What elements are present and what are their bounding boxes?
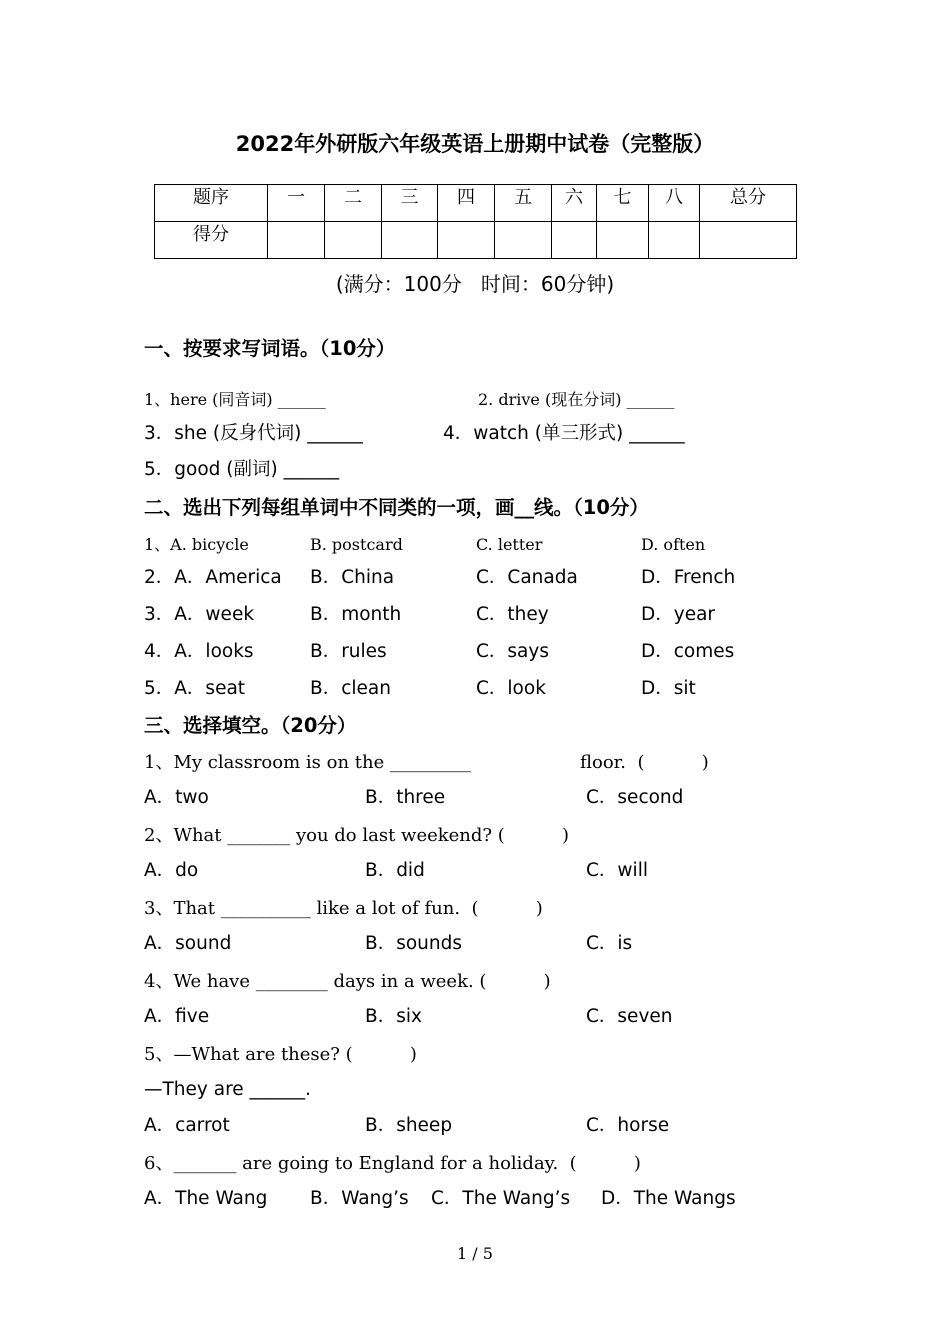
section3-q6-option-a: A．The Wang — [144, 1188, 268, 1209]
section2-q2-d: D．French — [641, 567, 736, 588]
section3-q5-stem: 5、—What are these? ( ) — [144, 1044, 417, 1065]
header-cell: 八 — [649, 185, 700, 222]
section3-q6-option-c: C．The Wang’s — [431, 1188, 571, 1209]
section2-q3-c: C．they — [476, 604, 549, 625]
section3-q6-option-d: D．The Wangs — [601, 1188, 736, 1209]
section3-q1-tail: floor. ( ) — [580, 752, 709, 773]
section2-q5-a: 5．A．seat — [144, 678, 246, 699]
score-cell[interactable] — [495, 222, 552, 259]
section3-q4-option-b: B．six — [365, 1006, 422, 1027]
section3-q4-option-c: C．seven — [586, 1006, 673, 1027]
section1-q5: 5．good (副词) ______ — [144, 459, 340, 480]
header-cell: 总分 — [700, 185, 797, 222]
section2-q5-b: B．clean — [310, 678, 391, 699]
section3-q6-option-b: B．Wang’s — [310, 1188, 409, 1209]
section3-q5-option-b: B．sheep — [365, 1115, 453, 1136]
section1-q1: 1、here (同音词) ______ — [144, 390, 326, 409]
header-cell: 一 — [268, 185, 325, 222]
score-cell[interactable] — [382, 222, 438, 259]
header-cell: 五 — [495, 185, 552, 222]
score-table-header-row — [155, 185, 797, 222]
score-cell[interactable] — [552, 222, 597, 259]
section3-q2-option-c: C．will — [586, 860, 648, 881]
score-table — [154, 184, 797, 259]
page-title: 2022年外研版六年级英语上册期中试卷（完整版） — [235, 132, 715, 156]
header-cell: 六 — [552, 185, 597, 222]
section1-heading: 一、按要求写词语。（10分） — [144, 337, 396, 360]
score-cell[interactable] — [649, 222, 700, 259]
section3-q2-option-a: A．do — [144, 860, 199, 881]
section3-q3-option-b: B．sounds — [365, 933, 462, 954]
section3-q2-stem: 2、What _______ you do last weekend? ( ) — [144, 825, 570, 846]
section2-q4-c: C．says — [476, 641, 549, 662]
section3-q1-option-c: C．second — [586, 787, 684, 808]
score-cell[interactable] — [325, 222, 382, 259]
section3-q5-line2: —They are ______. — [144, 1079, 311, 1100]
section3-q1-stem: 1、My classroom is on the _________ — [144, 752, 471, 773]
page-number: 1 / 5 — [457, 1244, 493, 1263]
section2-q3-a: 3．A．week — [144, 604, 255, 625]
exam-info: (满分：100分 时间：60分钟) — [335, 272, 615, 296]
section3-q3-option-c: C．is — [586, 933, 633, 954]
score-cell[interactable] — [597, 222, 649, 259]
section3-q6-stem: 6、_______ are going to England for a holiday. ( ) — [144, 1153, 641, 1174]
section3-q4-stem: 4、We have ________ days in a week. ( ) — [144, 971, 551, 992]
score-row-label: 得分 — [155, 222, 268, 259]
section2-q5-c: C．look — [476, 678, 546, 699]
score-cell[interactable] — [268, 222, 325, 259]
header-cell: 题序 — [155, 185, 268, 222]
section2-q2-b: B．China — [310, 567, 395, 588]
section2-q3-d: D．year — [641, 604, 716, 625]
section2-q4-d: D．comes — [641, 641, 735, 662]
score-cell[interactable] — [438, 222, 495, 259]
score-cell[interactable] — [700, 222, 797, 259]
section2-q1-d: D. often — [641, 535, 706, 554]
section2-q1-c: C. letter — [476, 535, 543, 554]
score-table-score-row — [155, 222, 797, 259]
header-cell: 七 — [597, 185, 649, 222]
section3-q1-option-a: A．two — [144, 787, 209, 808]
section1-q3: 3．she (反身代词) ______ — [144, 423, 363, 444]
section2-q4-b: B．rules — [310, 641, 387, 662]
section1-q4: 4．watch (单三形式) ______ — [443, 423, 685, 444]
section2-q4-a: 4．A．looks — [144, 641, 254, 662]
section2-heading: 二、选出下列每组单词中不同类的一项，画__线。（10分） — [144, 496, 649, 519]
header-cell: 四 — [438, 185, 495, 222]
section3-q1-option-b: B．three — [365, 787, 446, 808]
section3-q5-option-a: A．carrot — [144, 1115, 230, 1136]
header-cell: 二 — [325, 185, 382, 222]
section2-q3-b: B．month — [310, 604, 402, 625]
section3-q4-option-a: A．five — [144, 1006, 210, 1027]
header-cell: 三 — [382, 185, 438, 222]
section3-q3-option-a: A．sound — [144, 933, 232, 954]
section2-q2-a: 2．A．America — [144, 567, 282, 588]
section3-q2-option-b: B．did — [365, 860, 425, 881]
section3-heading: 三、选择填空。（20分） — [144, 714, 357, 737]
section2-q1-b: B. postcard — [310, 535, 403, 554]
section1-q2: 2. drive (现在分词) ______ — [478, 390, 675, 409]
section2-q5-d: D．sit — [641, 678, 696, 699]
section2-q2-c: C．Canada — [476, 567, 578, 588]
section3-q5-option-c: C．horse — [586, 1115, 670, 1136]
section3-q3-stem: 3、That __________ like a lot of fun. ( ) — [144, 898, 543, 919]
section2-q1-a: 1、A. bicycle — [144, 535, 249, 554]
